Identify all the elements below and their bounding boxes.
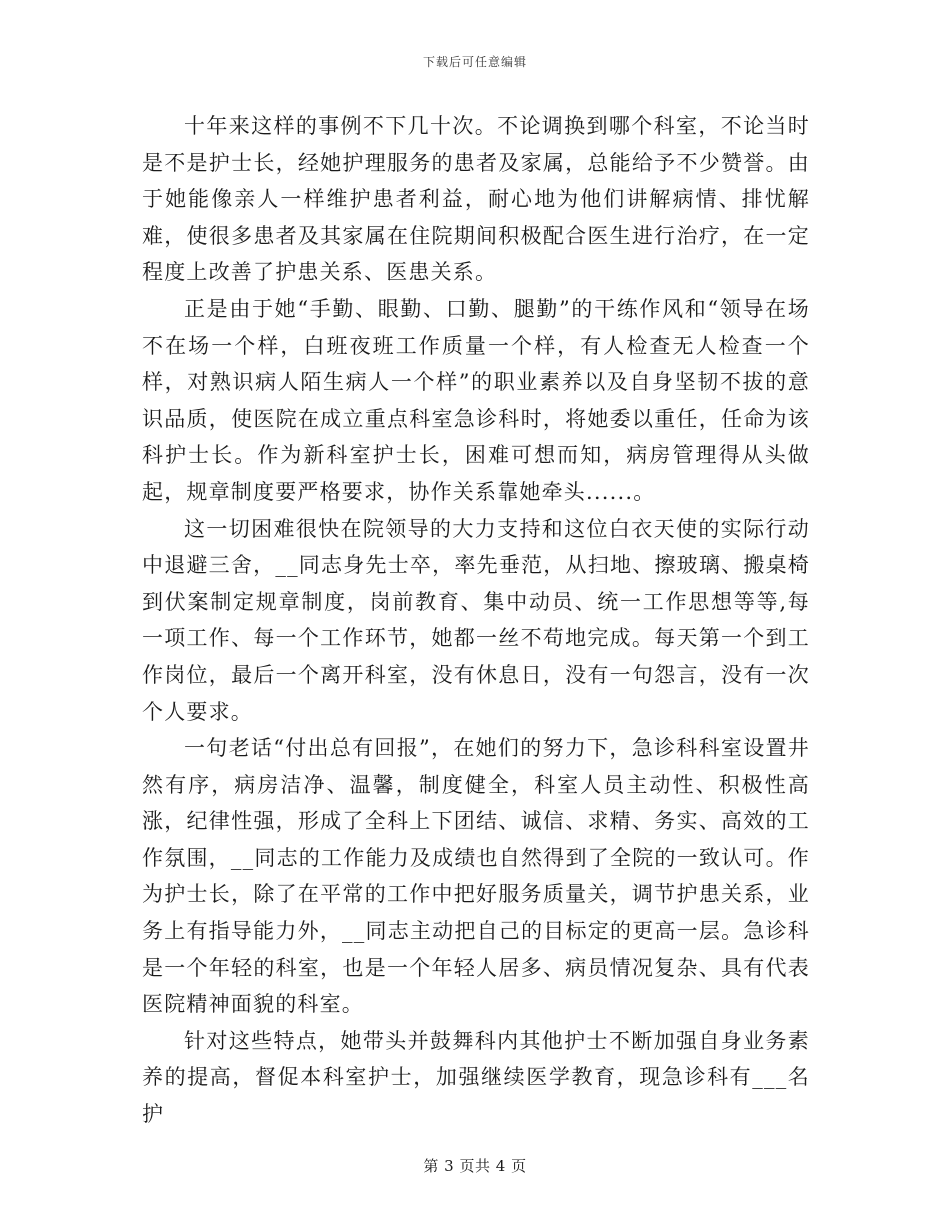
page-footer: 第 3 页共 4 页 (423, 1157, 527, 1175)
paragraph-1: 十年来这样的事例不下几十次。不论调换到哪个科室，不论当时是不是护士长，经她护理服务的患者及家属，总能给予不少赞誉。由于她能像亲人一样维护患者利益，耐心地为他们讲解病情、排忧解难，使很多患者及其家属在住院期间积极配合医生进行治疗，在一定程度上改善了护患关系、医患关系。 (142, 114, 810, 285)
paragraph-4: 一句老话“付出总有回报”，在她们的努力下，急诊科科室设置井然有序，病房洁净、温馨，制度健全，科室人员主动性、积极性高涨，纪律性强，形成了全科上下团结、诚信、求精、务实、高效的工作氛围，__同志的工作能力及成绩也自然得到了全院的一致认可。作为护士长，除了在平常的工作中把好服务质量关，调节护患关系，业务上有指导能力外，__同志主动把自己的目标定的更高一层。急诊科是一个年轻的科室，也是一个年轻人居多、病员情况复杂、具有代表医院精神面貌的科室。 (142, 736, 810, 1017)
document-body (142, 108, 810, 1133)
paragraph-3: 这一切困难很快在院领导的大力支持和这位白衣天使的实际行动中退避三舍，__同志身先士卒，率先垂范，从扫地、擦玻璃、搬桌椅到伏案制定规章制度，岗前教育、集中动员、统一工作思想等等,每一项工作、每一个工作环节，她都一丝不苟地完成。每天第一个到工作岗位，最后一个离开科室，没有休息日，没有一句怨言，没有一次个人要求。 (142, 516, 810, 724)
paragraph-5: 针对这些特点，她带头并鼓舞科内其他护士不断加强自身业务素养的提高，督促本科室护士，加强继续医学教育，现急诊科有___名护 (142, 1028, 810, 1127)
page-header: 下载后可任意编辑 (422, 55, 527, 69)
paragraph-2: 正是由于她“手勤、眼勤、口勤、腿勤”的干练作风和“领导在场不在场一个样，白班夜班工作质量一个样，有人检查无人检查一个样，对熟识病人陌生病人一个样”的职业素养以及自身坚韧不拔的意识品质，使医院在成立重点科室急诊科时，将她委以重任，任命为该科护士长。作为新科室护士长，困难可想而知，病房管理得从头做起，规章制度要严格要求，协作关系靠她牵头......。 (142, 296, 810, 504)
